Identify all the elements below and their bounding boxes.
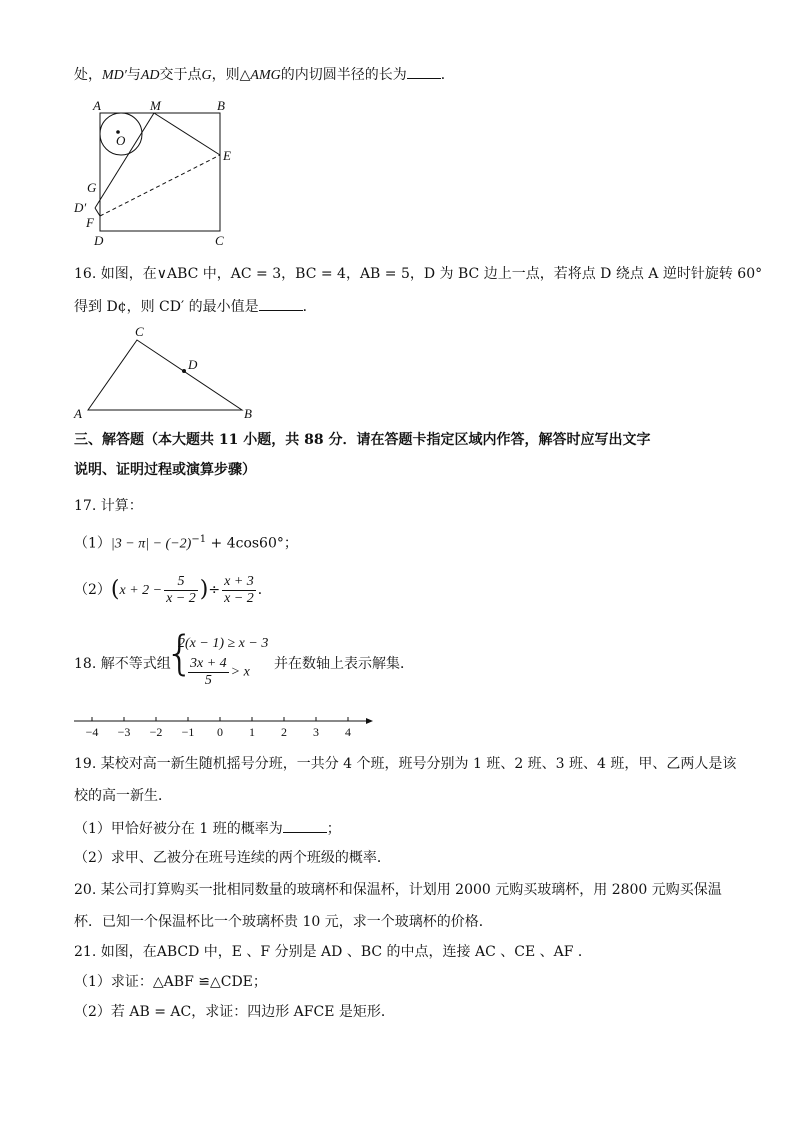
tick-label: −4 bbox=[85, 725, 99, 739]
p16-line2: 得到 D¢，则 CD′ 的最小值是 ． bbox=[74, 296, 317, 317]
p18-tail: 并在数轴上表示解集． bbox=[274, 656, 414, 672]
p20-line1: 20. 某公司打算购买一批相同数量的玻璃杯和保温杯，计划用 2000 元购买玻璃杯，用 2800 元购买保温 bbox=[74, 882, 722, 898]
p17-q2: （2）(x + 2 − $\frac{5}{x - 2}$ )÷ $\frac{x + 3}{x - 2}$ ． bbox=[74, 573, 272, 606]
p20-line2: 杯．已知一个保温杯比一个玻璃杯贵 10 元，求一个玻璃杯的价格． bbox=[74, 914, 493, 930]
p17-q1: $(1)|3 - \pi| - (-2)^{-1} + 4\cos 60^\circ$； bbox=[74, 534, 298, 552]
tick-label: −2 bbox=[149, 725, 163, 739]
point-d bbox=[182, 369, 186, 373]
label-b: B bbox=[244, 406, 252, 421]
label-o: O bbox=[116, 133, 126, 148]
label-c: C bbox=[215, 233, 224, 248]
fraction: $\frac{5}{x - 2}$ bbox=[166, 573, 196, 606]
tick-label: 2 bbox=[281, 725, 287, 739]
section-3-title: 三、解答题（本大题共 11 小题，共 88 分．请在答题卡指定区域内作答，解答时应写出文字 bbox=[74, 432, 651, 448]
label-c: C bbox=[135, 324, 144, 339]
section-3-subtitle: 说明、证明过程或演算步骤） bbox=[74, 462, 256, 478]
p21-q2: （2）若 AB = AC，求证：四边形 AFCE 是矩形． bbox=[74, 1004, 395, 1020]
p19-q2: （2）求甲、乙被分在班号连续的两个班级的概率． bbox=[74, 850, 391, 866]
tick-label: 1 bbox=[249, 725, 255, 739]
segment-me bbox=[154, 113, 220, 155]
tick-label: −3 bbox=[117, 725, 131, 739]
figure-15 bbox=[74, 96, 250, 256]
label-d: D bbox=[94, 233, 104, 248]
p19-line1: 19. 某校对高一新生随机摇号分班，一共分 4 个班，班号分别为 1 班、2 班、3 班、4 班，甲、乙两人是该 bbox=[74, 756, 737, 772]
number-line bbox=[70, 712, 380, 742]
p17-title: 17. 计算： bbox=[74, 498, 143, 514]
label-m: M bbox=[150, 98, 161, 113]
label-g: G bbox=[87, 180, 97, 195]
label-a: A bbox=[74, 406, 82, 421]
tick-label: 4 bbox=[345, 725, 351, 739]
p19-q1: （1）甲恰好被分在 1 班的概率为 ； bbox=[74, 818, 341, 839]
label-a: A bbox=[93, 98, 101, 113]
label-f: F bbox=[86, 215, 94, 230]
p18-ineq1: 2(x − 1) ≥ x − 3 bbox=[178, 636, 269, 651]
label-d: D bbox=[188, 357, 198, 372]
answer-blank bbox=[259, 296, 303, 311]
p21-q1: （1）求证：△ABF ≌△CDE； bbox=[74, 974, 267, 990]
p16-line1: 16. 如图，在∨ABC 中，AC = 3，BC = 4，AB = 5，D 为 BC 边上一点，若将点 D 绕点 A 逆时针旋转 60° bbox=[74, 266, 763, 282]
tick-label: 0 bbox=[217, 725, 223, 739]
tick-label: 3 bbox=[313, 725, 319, 739]
p18-label: 18. 解不等式组 bbox=[74, 656, 171, 672]
brace: { bbox=[165, 626, 195, 680]
fraction: $\frac{x + 3}{x - 2}$ bbox=[224, 573, 254, 606]
answer-blank bbox=[407, 64, 441, 79]
tick-label: −1 bbox=[181, 725, 195, 739]
label-b: B bbox=[217, 98, 225, 113]
p18-ineq2: $\frac{3x + 4}{5}$ > x bbox=[190, 656, 250, 688]
dashed-fe bbox=[100, 155, 220, 216]
p21-line1: 21. 如图，在ABCD 中，E 、F 分别是 AD 、BC 的中点，连接 AC 、CE 、AF ． bbox=[74, 944, 592, 960]
p19-line2: 校的高一新生． bbox=[74, 788, 172, 804]
label-e: E bbox=[223, 148, 231, 163]
p15-text-line: 处，MD′与AD交于点G，则△AMG的内切圆半径的长为 ． bbox=[74, 64, 455, 86]
answer-blank bbox=[283, 818, 327, 833]
arrow-icon bbox=[366, 718, 373, 724]
segment-md bbox=[95, 113, 154, 208]
segment-dd bbox=[95, 208, 100, 216]
figure-16 bbox=[70, 322, 270, 422]
triangle-abc bbox=[88, 340, 242, 410]
fraction: $\frac{3x + 4}{5}$ bbox=[190, 656, 227, 688]
label-dp: D′ bbox=[74, 200, 87, 215]
